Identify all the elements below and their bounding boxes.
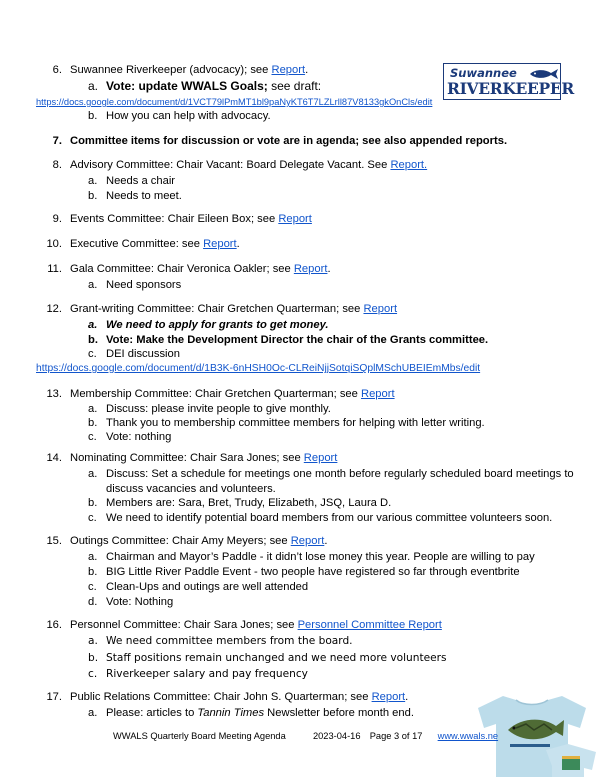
- document-page: Suwannee RIVERKEEPER 6. Suwannee Riverkeeper (advocacy); see Report. a. Vote: update WWALS Goals; see draft: https://docs.google.com/document/d/1VCT79lPmMT1bl9paNyKT6T7LZLrll87V8133gkOnCls/edit b. How you can help with advocacy. 7. Committee items for discussion or vote are in agenda; see also appended reports. 8. Advisory Committee: Chair Vacant: Board Delegate Vacant. See Report. a. Needs a chair b. Needs to meet. 9. Events Committee: Chair Eileen Box; see Report 10. Executive Committee: see Report. 11. Gala Committee: Chair Veronica Oakler; see Report. a. Need sponsors 12. Grant-writing Committee: Chair Gretchen Quarterman; see Report a. We need to apply for grants to get money. b. Vote: Make the Development Director the chair of the Grants committee. c. DEI discussion https://docs.google.com/document/d/1B3K-6nHSH0Oc-CLReiNjjSotqiSQplMSchUBEIEmMbs/edit 13. Membership Committee: Chair Gretchen Quarterman; see Report a. Discuss: please invite people to give monthly. b. Thank you to membership committee members for helping with letter writing. c. Vote: nothing 14. Nominating Committee: Chair Sara Jones; see Report a. Discuss: Set a schedule for meetings one month before regularly scheduled board meetings to discuss vacancies and volunteers. b. Members are: Sara, Bret, Trudy, Elizabeth, JSQ, Laura D. c. We need to identify potential board members from our various committee volunteers soon. 15. Outings Committee: Chair Amy Meyers; see Report. a. Chairman and Mayor’s Paddle - it didn’t lose money this year. People are willing to pay b. BIG Little River Paddle Event - two people have registered so far through eventbrite c. Clean-Ups and outings are well attended d. Vote: Nothing 16. Personnel Committee: Chair Sara Jones; see Personnel Committee Report a. We need committee members from the board. b. Staff positions remain unchanged and we need more volunteers c. Riverkeeper salary and pay frequency 17. Public Relations Committee: Chair John S. Quarterman; see Report. a. Please: articles to Tannin Times Newsletter before month end. WWALS Quarterly Board Meeting Agenda 2023-04-16 Page 3 of 17 www.wwals.ne: [0, 0, 600, 777]
- footer-date: 2023-04-16: [312, 731, 361, 741]
- report-link[interactable]: Report: [371, 691, 406, 703]
- draft-url-link[interactable]: https://docs.google.com/document/d/1VCT79lPmMT1bl9paNyKT6T7LZLrll87V8133gkOnCls/edit: [36, 97, 433, 107]
- report-link[interactable]: Report: [203, 238, 237, 250]
- report-link[interactable]: Report: [303, 452, 338, 464]
- suwannee-riverkeeper-logo: [443, 63, 575, 100]
- report-link[interactable]: Report: [363, 303, 398, 315]
- report-link[interactable]: Report: [290, 535, 325, 547]
- footer-page-number: Page 3 of 17: [369, 731, 423, 741]
- dei-doc-link[interactable]: https://docs.google.com/document/d/1B3K-6nHSH0Oc-CLReiNjjSotqiSQplMSchUBEIEmMbs/edit: [36, 363, 481, 374]
- logo-line1: Suwannee: [450, 66, 517, 80]
- footer-website-link[interactable]: www.wwals.ne: [437, 731, 499, 741]
- report-link[interactable]: Report: [278, 213, 312, 225]
- report-link[interactable]: Report.: [390, 159, 428, 171]
- personnel-report-link[interactable]: Personnel Committee Report: [297, 619, 442, 631]
- report-link[interactable]: Report: [271, 64, 306, 76]
- footer-title: WWALS Quarterly Board Meeting Agenda: [113, 731, 286, 741]
- logo-line2: RIVERKEEPER: [447, 79, 575, 98]
- report-link[interactable]: Report: [293, 263, 328, 275]
- report-link[interactable]: Report: [360, 388, 395, 400]
- page-footer: [113, 730, 498, 742]
